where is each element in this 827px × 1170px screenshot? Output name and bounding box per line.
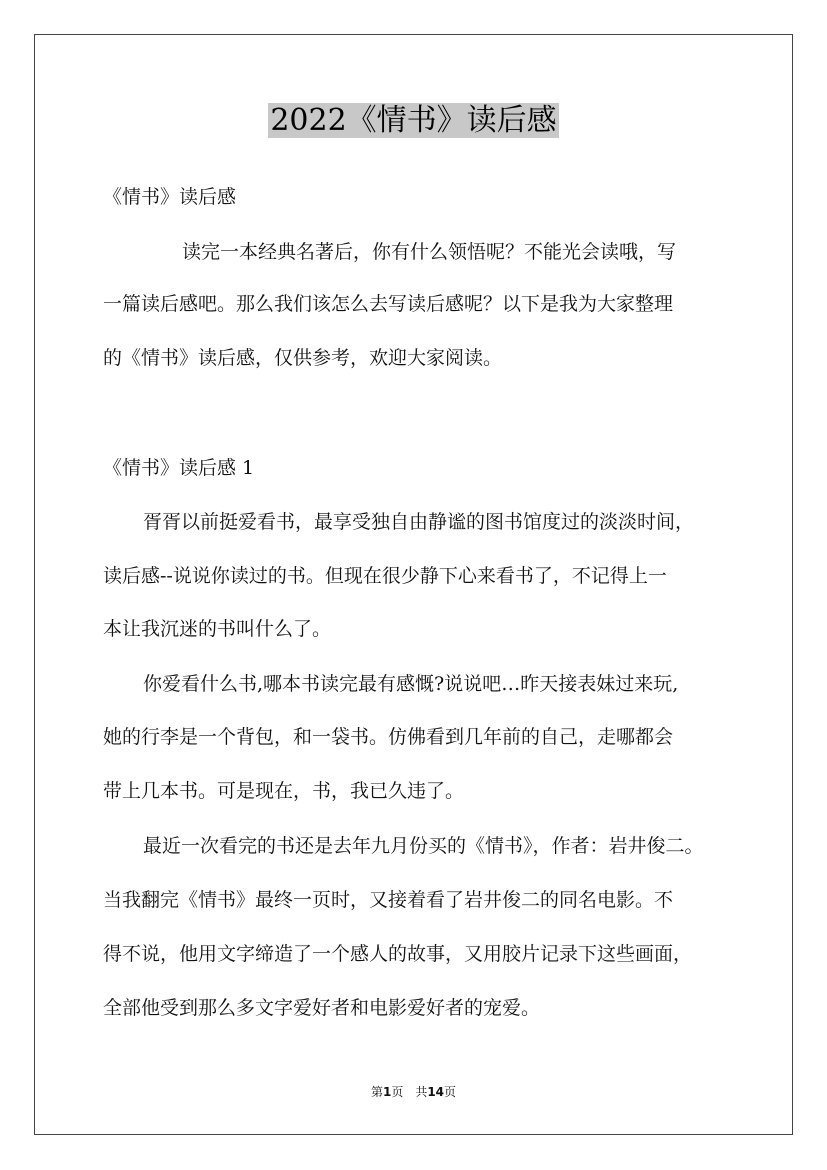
paragraph-line: 当我翻完《情书》最终一页时，又接着看了岩井俊二的同名电影。不	[103, 889, 674, 911]
page-suffix: 页	[444, 1085, 457, 1099]
document-subtitle: 《情书》读后感	[103, 186, 237, 208]
intro-line: 读完一本经典名著后，你有什么领悟呢？不能光会读哦，写	[182, 241, 677, 263]
page-footer	[0, 1083, 827, 1100]
page-mid: 页 共	[391, 1085, 428, 1099]
page-current: 1	[382, 1085, 392, 1099]
paragraph-line: 全部他受到那么多文字爱好者和电影爱好者的宠爱。	[103, 997, 541, 1019]
paragraph-line: 本让我沉迷的书叫什么了。	[103, 618, 332, 640]
document-title: 2022《情书》读后感	[270, 103, 557, 138]
page-prefix: 第	[370, 1085, 383, 1099]
section-heading: 《情书》读后感 1	[103, 457, 255, 479]
paragraph-line: 最近一次看完的书还是去年九月份买的《情书》，作者：岩井俊二。	[143, 835, 704, 857]
paragraph-line: 你爱看什么书,哪本书读完最有感慨?说说吧…昨天接表妹过来玩,	[143, 673, 679, 695]
paragraph-line: 她的行李是一个背包，和一袋书。仿佛看到几年前的自己，走哪都会	[103, 726, 674, 748]
document-title-wrapper	[0, 100, 827, 142]
paragraph-line: 胥胥以前挺爱看书，最享受独自由静谧的图书馆度过的淡淡时间，	[143, 511, 695, 533]
intro-line: 的《情书》读后感，仅供参考，欢迎大家阅读。	[103, 347, 503, 369]
page-total: 14	[427, 1085, 445, 1099]
paragraph-line: 得不说，他用文字缔造了一个感人的故事，又用胶片记录下这些画面，	[103, 943, 693, 965]
paragraph-line: 带上几本书。可是现在，书，我已久违了。	[103, 780, 465, 802]
paragraph-line: 读后感--说说你读过的书。但现在很少静下心来看书了，不记得上一	[103, 565, 667, 587]
intro-line: 一篇读后感吧。那么我们该怎么去写读后感呢？以下是我为大家整理	[103, 293, 674, 315]
